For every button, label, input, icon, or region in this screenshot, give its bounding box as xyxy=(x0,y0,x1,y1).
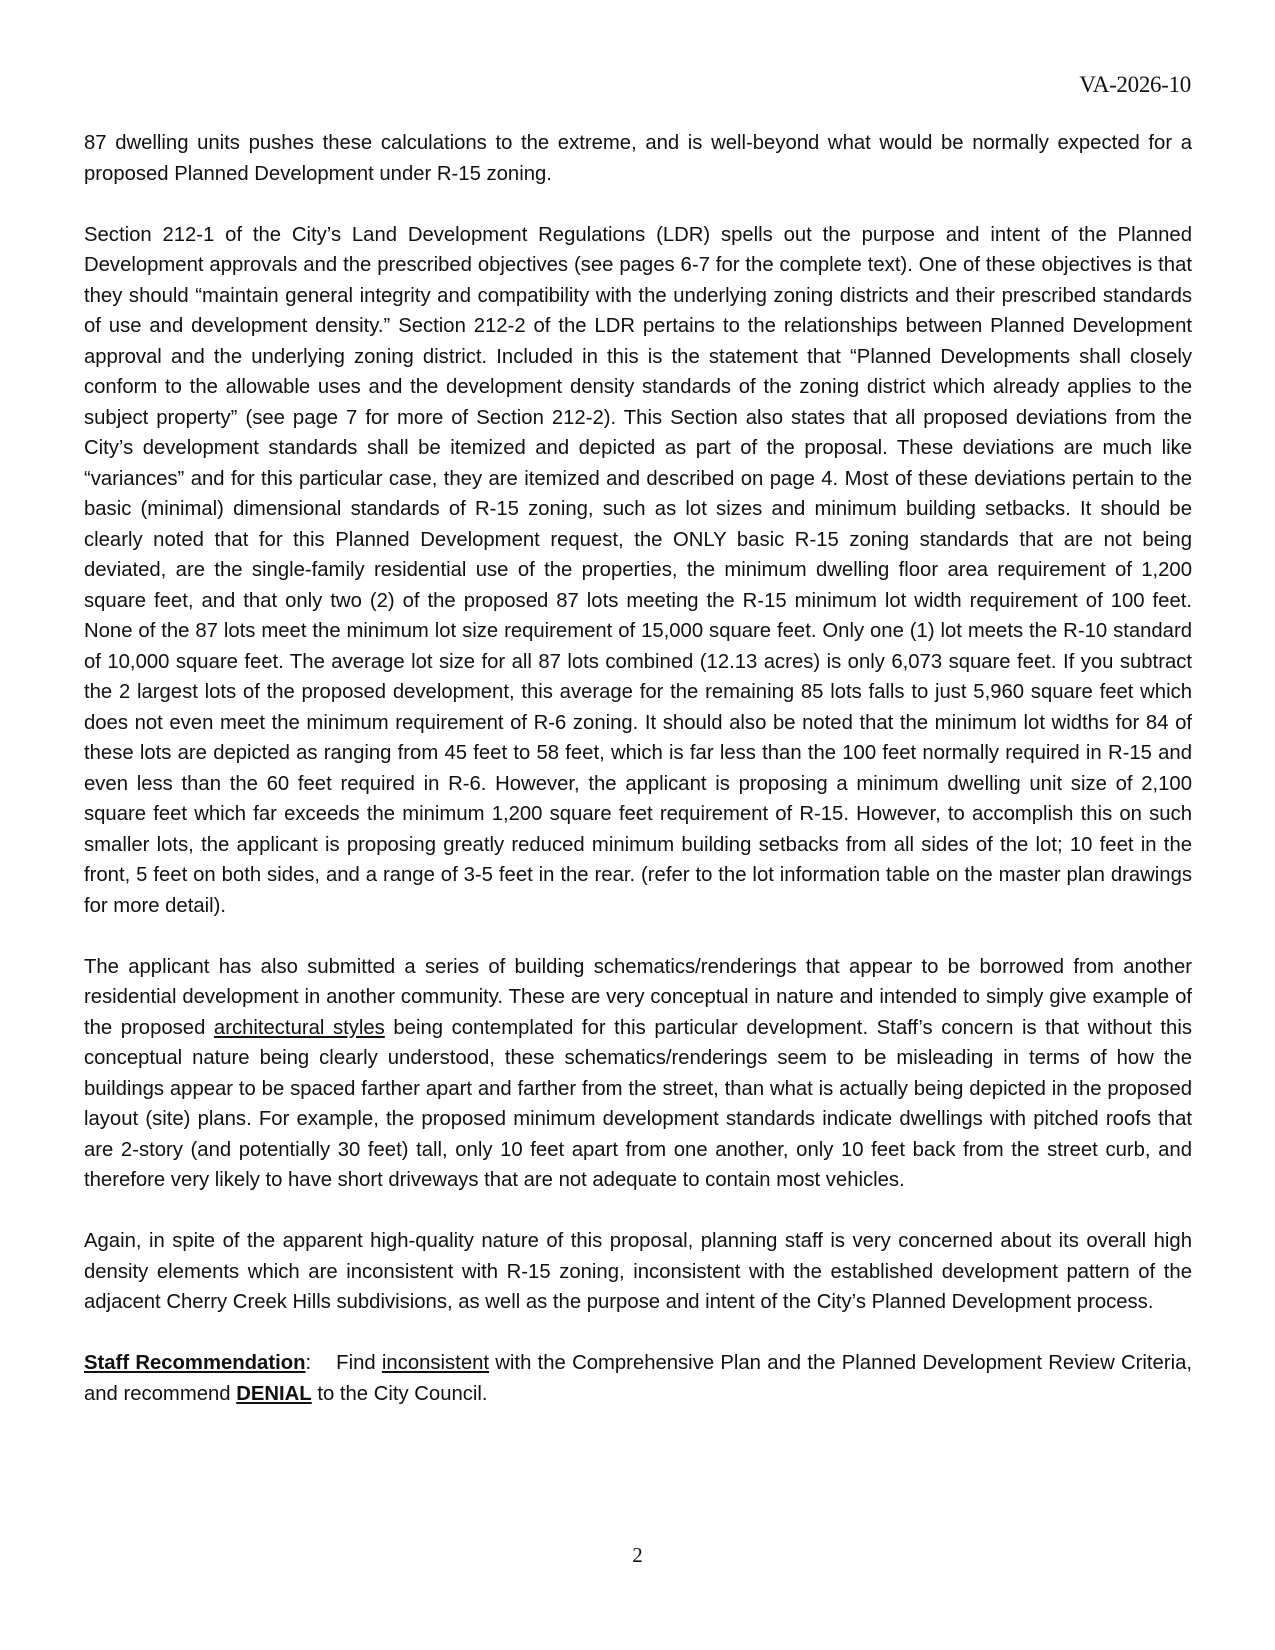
paragraph-4: Again, in spite of the apparent high-quality nature of this proposal, planning staff is very concerned about its overall high density elements which are inconsistent with R-15 zoning, inconsistent with the established development pattern of the adjacent Cherry Creek Hills subdivisions, as well as the purpose and intent of the City’s Planned Development process. xyxy=(84,1230,1192,1313)
document-id: VA-2026-10 xyxy=(1079,72,1191,97)
paragraph-3-part-1: The applicant has also submitted a series of building schematics/renderings that appear to be borrowed from another residential development in another community. These are very conceptual in nature and intended to simply give example of the proposed xyxy=(84,955,1192,1039)
architectural-styles-text: architectural styles xyxy=(213,1016,385,1039)
page-number: 2 xyxy=(632,1543,643,1567)
inconsistent-text: inconsistent xyxy=(381,1352,490,1374)
body-text xyxy=(84,128,1192,1409)
recommendation-end: to the City Council. xyxy=(311,1382,488,1405)
paragraph-3-part-2: being contemplated for this particular development. Staff’s concern is that without this conceptual nature being clearly understood, these schematics/renderings seem to be misleading in terms of how the buildings appear to be spaced farther apart and farther from the street, than what is actually being depicted in the proposed layout (site) plans. For example, the proposed minimum development standards indicate dwellings with pitched roofs that are 2-story (and potentially 30 feet) tall, only 10 feet apart from one another, only 10 feet back from the street curb, and therefore very likely to have short driveways that are not adequate to contain most vehicles. xyxy=(84,1016,1192,1191)
recommendation-colon: : Find xyxy=(305,1352,382,1374)
paragraph-1: 87 dwelling units pushes these calculations to the extreme, and is well-beyond what would be normally expected for a proposed Planned Development under R-15 zoning. xyxy=(84,132,1192,185)
staff-recommendation-label: Staff Recommendation xyxy=(84,1352,306,1374)
paragraph-2: Section 212-1 of the City’s Land Development Regulations (LDR) spells out the purpose and intent of the Planned Development approvals and the prescribed objectives (see pages 6-7 for the complete text). One of these objectives is that they should “maintain general integrity and compatibility with the underlying zoning districts and their prescribed standards of use and development density.” Section 212-2 of the LDR pertains to the relationships between Planned Development approval and the underlying zoning district. Included in this is the statement that “Planned Developments shall closely conform to the allowable uses and the development density standards of the zoning district which already applies to the subject property” (see page 7 for more of Section 212-2). This Section also states that all proposed deviations from the City’s development standards shall be itemized and depicted as part of the proposal. These deviations are much like “variances” and for this particular case, they are itemized and described on page 4. Most of these deviations pertain to the basic (minimal) dimensional standards of R-15 zoning, such as lot sizes and minimum building setbacks. It should be clearly noted that for this Planned Development request, the ONLY basic R-15 zoning standards that are not being deviated, are the single-family residential use of the properties, the minimum dwelling floor area requirement of 1,200 square feet, and that only two (2) of the proposed 87 lots meeting the R-15 minimum lot width requirement of 100 feet. None of the 87 lots meet the minimum lot size requirement of 15,000 square feet. Only one (1) lot meets the R-10 standard of 10,000 square feet. The average lot size for all 87 lots combined (12.13 acres) is only 6,073 square feet. If you subtract the 2 largest lots of the proposed development, this average for the remaining 85 lots falls to just 5,960 square feet which does not even meet the minimum requirement of R-6 zoning. It should also be noted that the minimum lot widths for 84 of these lots are depicted as ranging from 45 feet to 58 feet, which is far less than the 100 feet normally required in R-15 and even less than the 60 feet required in R-6. However, the applicant is proposing a minimum dwelling unit size of 2,100 square feet which far exceeds the minimum 1,200 square feet requirement of R-15. However, to accomplish this on such smaller lots, the applicant is proposing greatly reduced minimum building setbacks from all sides of the lot; 10 feet in the front, 5 feet on both sides, and a range of 3-5 feet in the rear. (refer to the lot information table on the master plan drawings for more detail). xyxy=(84,223,1192,917)
recommendation-middle: with the Comprehensive Plan and the Planned Development Review Criteria, and recommend xyxy=(84,1352,1192,1405)
staff-recommendation xyxy=(84,1348,1192,1409)
denial-text: DENIAL xyxy=(236,1382,312,1405)
paragraph-3 xyxy=(84,952,1192,1196)
